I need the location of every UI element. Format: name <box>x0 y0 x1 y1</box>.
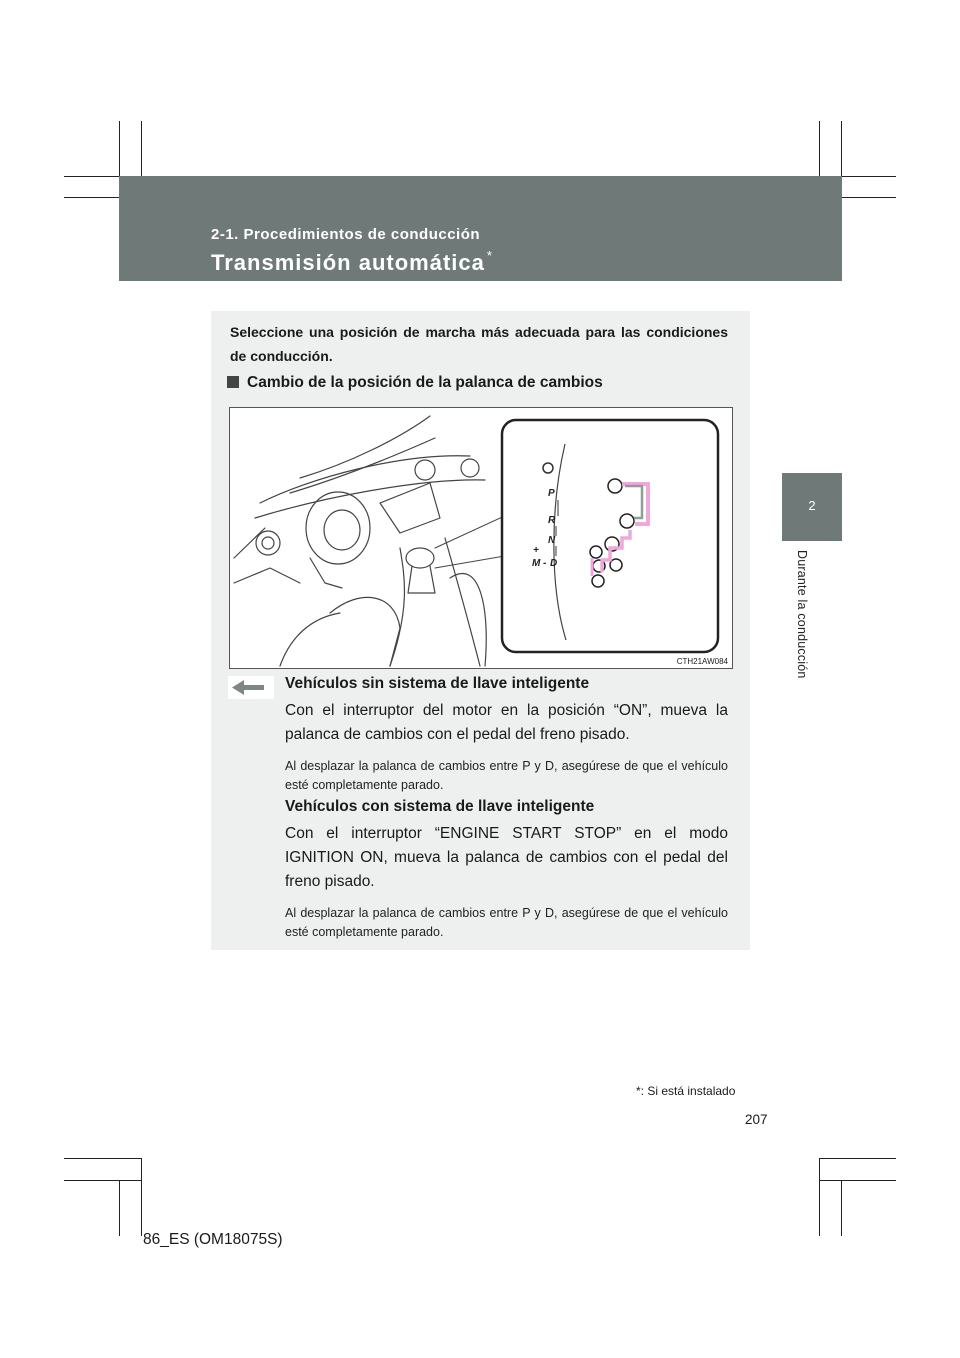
gear-m-label: M <box>532 558 541 569</box>
gear-minus-label: - <box>543 558 547 569</box>
crop-mark <box>819 1158 896 1159</box>
console-right <box>445 538 480 666</box>
figure-code: CTH21AW084 <box>676 657 728 666</box>
crop-mark <box>819 1180 896 1181</box>
block-note: Al desplazar la palanca de cambios entre P y D, asegúrese de que el vehículo esté completamente parado. <box>285 906 728 939</box>
block-with-smart-key <box>285 798 728 942</box>
gear-plus-label: + <box>533 545 539 556</box>
gear-d-label: D <box>550 558 558 569</box>
shift-knob <box>406 548 434 568</box>
car-interior-illustration <box>230 408 732 668</box>
page-number: 207 <box>745 1112 768 1127</box>
block-note: Al desplazar la palanca de cambios entre P y D, asegúrese de que el vehículo esté completamente parado. <box>285 759 728 792</box>
dashboard-lower <box>255 480 485 518</box>
crop-mark <box>119 1180 120 1236</box>
subheading-text: Cambio de la posición de la palanca de cambios <box>247 374 603 391</box>
vent-left <box>256 531 280 555</box>
chapter-label: Durante la conducción <box>795 550 809 679</box>
page-title <box>211 250 493 276</box>
left-arrow-icon <box>228 676 274 699</box>
header-band <box>119 176 842 281</box>
center-stack <box>380 483 440 533</box>
seat-left <box>330 597 400 666</box>
square-bullet-icon <box>227 376 239 388</box>
zoom-panel <box>502 420 718 652</box>
footnote <box>636 1084 735 1098</box>
block-text: Con el interruptor “ENGINE START STOP” en el modo IGNITION ON, mueva la palanca de cambios con el pedal del freno pisado. <box>285 825 728 890</box>
asterisk-mark: * <box>486 248 493 263</box>
block-text: Con el interruptor del motor en la posición “ON”, mueva la palanca de cambios con el pedal del freno pisado. <box>285 702 728 743</box>
page-title-text: Transmisión automática <box>211 250 485 275</box>
block-heading: Vehículos con sistema de llave inteligente <box>285 798 595 815</box>
dashboard-edge <box>260 456 470 503</box>
crop-mark <box>819 1158 820 1236</box>
document-code: 86_ES (OM18075S) <box>143 1231 283 1248</box>
asterisk-mark: * <box>636 1084 641 1098</box>
windshield-line <box>300 416 430 478</box>
shift-lever-figure <box>229 407 733 669</box>
block-heading: Vehículos sin sistema de llave inteligente <box>285 675 590 692</box>
subheading <box>227 374 603 392</box>
gear-n-label: N <box>548 535 556 546</box>
footnote-text: : Si está instalado <box>640 1084 736 1098</box>
section-label: 2-1. Procedimientos de conducción <box>211 226 481 243</box>
gear-p-label: P <box>548 488 555 499</box>
gear-r-label: R <box>548 515 556 526</box>
intro-text: Seleccione una posición de marcha más adecuada para las condiciones de conducción. <box>230 324 728 364</box>
crop-mark <box>141 1158 142 1236</box>
chapter-tab <box>782 473 842 541</box>
crop-mark <box>841 1180 842 1236</box>
crop-mark <box>64 1158 142 1159</box>
air-vent <box>415 460 435 480</box>
console-left <box>390 548 404 666</box>
step-arrow-marker <box>228 676 274 699</box>
chapter-number: 2 <box>808 498 816 513</box>
content-box <box>211 311 750 950</box>
block-without-smart-key <box>285 675 728 795</box>
crop-mark <box>64 1180 142 1181</box>
